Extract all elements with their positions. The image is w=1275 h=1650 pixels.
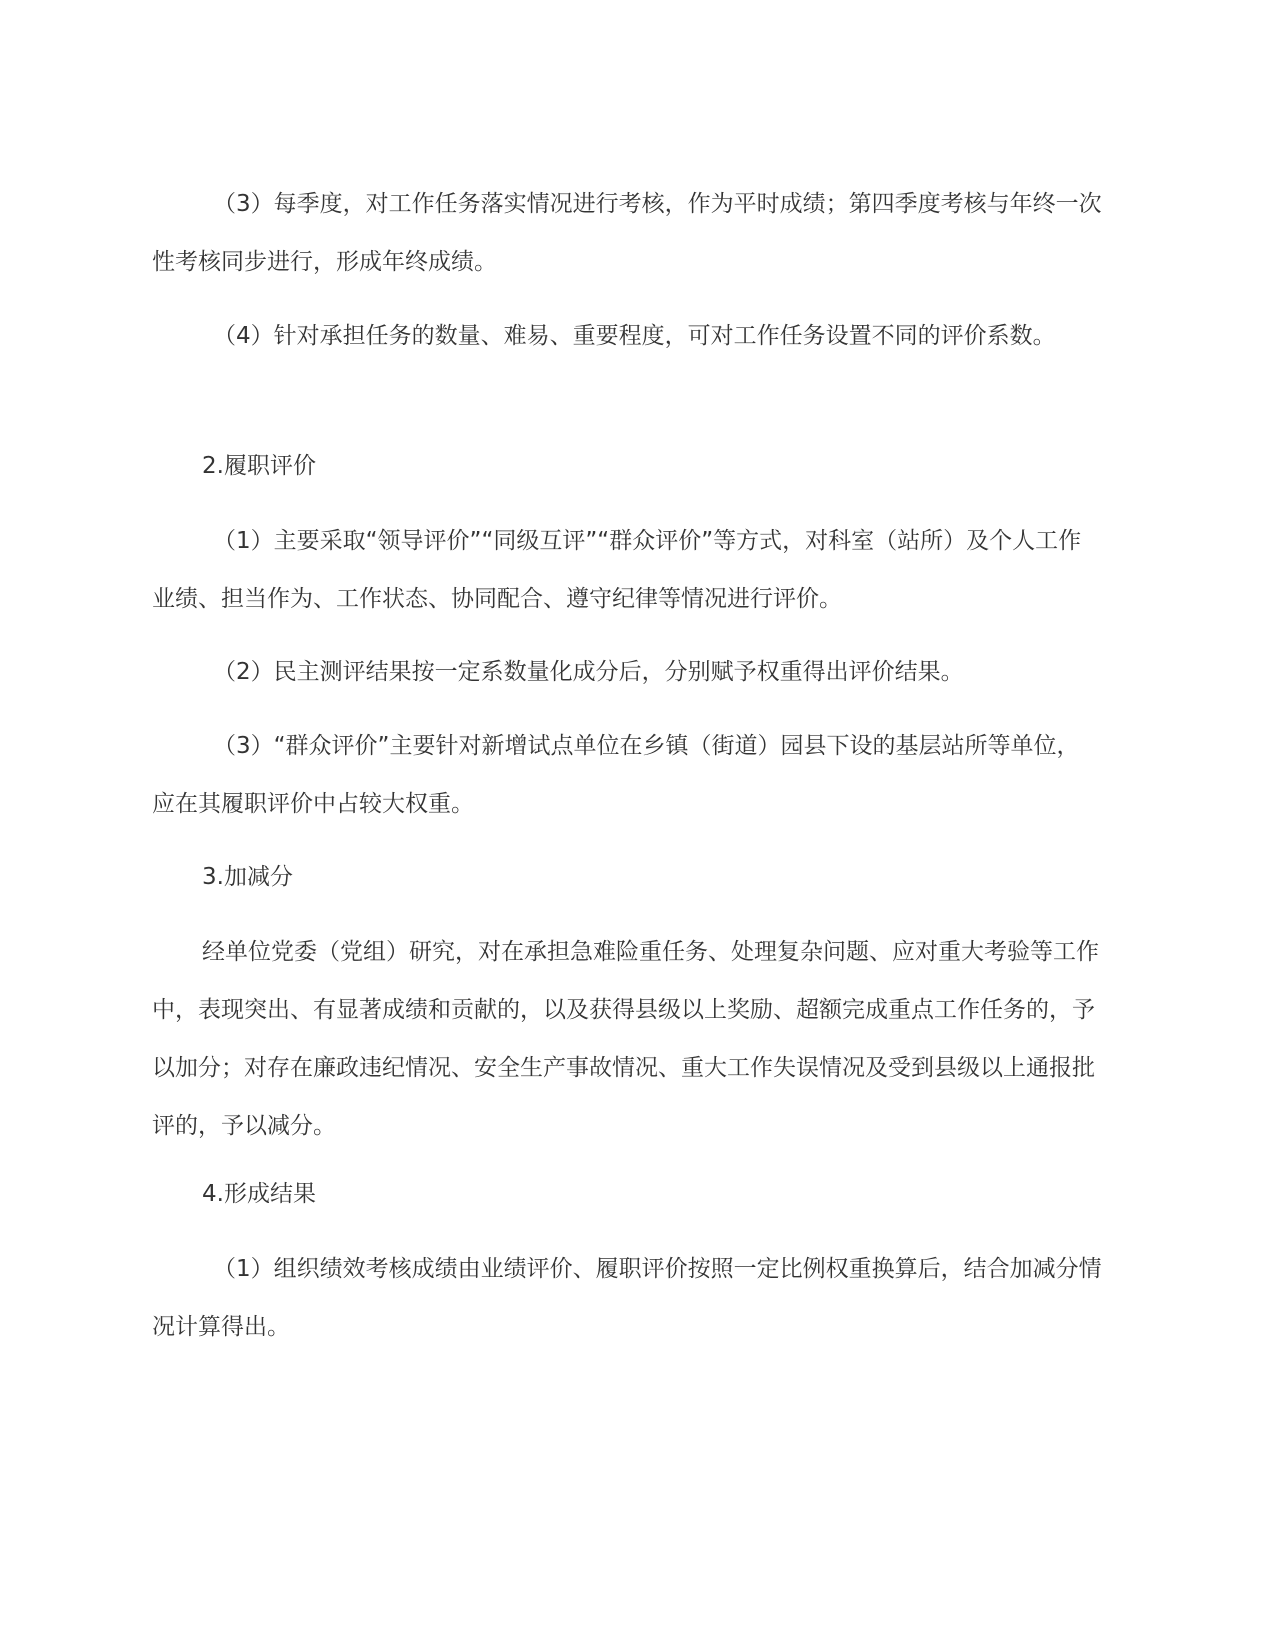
paragraph-bonus-deduction-rules: 经单位党委（党组）研究，对在承担急难险重任务、处理复杂问题、应对重大考验等工作中，表现突出、有显著成绩和贡献的，以及获得县级以上奖励、超额完成重点工作任务的，予以加分；对存在廉政违纪情况、安全生产事故情况、重大工作失误情况及受到县级以上通报批评的，予以减分。 bbox=[152, 939, 1099, 1139]
paragraph-quarterly-assessment: （3）每季度，对工作任务落实情况进行考核，作为平时成绩；第四季度考核与年终一次性考核同步进行，形成年终成绩。 bbox=[152, 191, 1102, 275]
paragraph-public-evaluation: （3）“群众评价”主要针对新增试点单位在乡镇（街道）园县下设的基层站所等单位，应在其履职评价中占较大权重。 bbox=[152, 733, 1080, 817]
section-heading-duty-evaluation: 2.履职评价 bbox=[202, 453, 316, 479]
paragraph-evaluation-methods: （1）主要采取“领导评价”“同级互评”“群众评价”等方式，对科室（站所）及个人工作业绩、担当作为、工作状态、协同配合、遵守纪律等情况进行评价。 bbox=[152, 528, 1082, 612]
section-heading-bonus-deduction: 3.加减分 bbox=[202, 864, 293, 890]
section-heading-form-results: 4.形成结果 bbox=[202, 1181, 316, 1207]
paragraph-result-calculation: （1）组织绩效考核成绩由业绩评价、履职评价按照一定比例权重换算后，结合加减分情况计算得出。 bbox=[152, 1256, 1102, 1340]
paragraph-evaluation-coefficient: （4）针对承担任务的数量、难易、重要程度，可对工作任务设置不同的评价系数。 bbox=[213, 323, 1056, 349]
paragraph-democratic-assessment: （2）民主测评结果按一定系数量化成分后，分别赋予权重得出评价结果。 bbox=[213, 659, 964, 685]
